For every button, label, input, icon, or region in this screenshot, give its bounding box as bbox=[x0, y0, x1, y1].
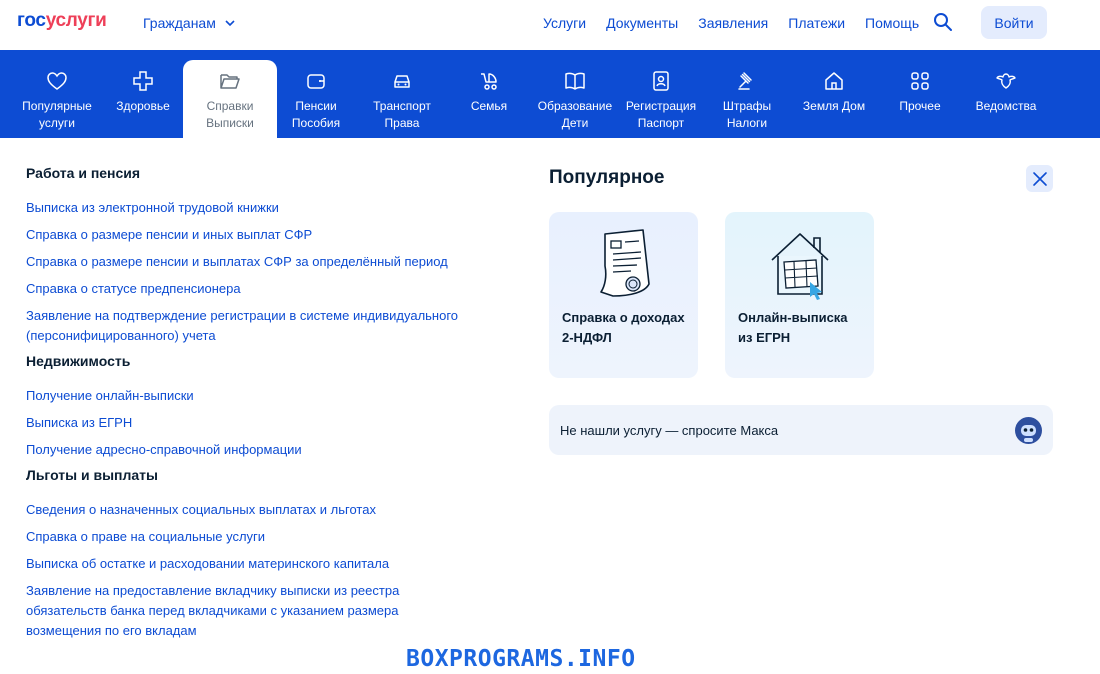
category-bar bbox=[0, 50, 1100, 138]
grid-icon bbox=[909, 70, 931, 92]
emblem-icon bbox=[995, 70, 1017, 92]
category-transport[interactable]: Транспорт Права bbox=[362, 50, 442, 138]
site-header bbox=[0, 0, 1100, 50]
service-link[interactable]: Справка о размере пенсии и иных выплат СФР bbox=[26, 227, 313, 242]
popular-title: Популярное bbox=[549, 167, 665, 188]
service-link[interactable]: Справка о статусе предпенсионера bbox=[26, 281, 241, 296]
ask-max-assistant[interactable] bbox=[549, 405, 1053, 455]
document-certificate-icon bbox=[591, 226, 657, 302]
car-icon bbox=[391, 70, 413, 92]
category-fines[interactable]: Штрафы Налоги bbox=[716, 50, 778, 138]
nav-documents[interactable]: Документы bbox=[606, 15, 679, 31]
passport-icon bbox=[650, 70, 672, 92]
heart-icon bbox=[46, 70, 68, 92]
house-icon bbox=[823, 70, 845, 92]
popular-card-egrn-extract[interactable] bbox=[725, 212, 874, 378]
popular-card-income-certificate[interactable] bbox=[549, 212, 698, 378]
category-land-house[interactable]: Земля Дом bbox=[798, 50, 870, 138]
category-popular[interactable]: Популярные услуги bbox=[16, 50, 98, 138]
section-title: Работа и пенсия bbox=[26, 165, 141, 181]
category-health[interactable]: Здоровье bbox=[110, 50, 176, 138]
card-label: Справка о доходах 2-НДФЛ bbox=[562, 310, 685, 345]
category-certificates[interactable]: Справки Выписки bbox=[183, 60, 277, 138]
category-other[interactable]: Прочее bbox=[890, 50, 950, 138]
card-label: Онлайн-выписка из ЕГРН bbox=[738, 310, 848, 345]
close-icon bbox=[1032, 171, 1048, 187]
top-navigation bbox=[543, 15, 939, 31]
section-title: Льготы и выплаты bbox=[26, 467, 158, 483]
service-link[interactable]: Справка о размере пенсии и выплатах СФР за определённый период bbox=[26, 254, 448, 269]
service-link[interactable]: Выписка из ЕГРН bbox=[26, 415, 133, 430]
service-link[interactable]: Заявление на подтверждение регистрации в системе индивидуального (персонифицированного) учета bbox=[26, 308, 459, 343]
search-icon[interactable] bbox=[933, 12, 953, 32]
audience-selector[interactable] bbox=[143, 15, 236, 31]
audience-label: Гражданам bbox=[143, 15, 216, 31]
category-family[interactable]: Семья bbox=[460, 50, 518, 138]
nav-services[interactable]: Услуги bbox=[543, 15, 587, 31]
section-benefits bbox=[26, 467, 506, 641]
service-link[interactable]: Выписка об остатке и расходовании материнского капитала bbox=[26, 556, 390, 571]
service-link[interactable]: Справка о праве на социальные услуги bbox=[26, 529, 266, 544]
service-link[interactable]: Выписка из электронной трудовой книжки bbox=[26, 200, 279, 215]
category-pensions[interactable]: Пенсии Пособия bbox=[284, 50, 348, 138]
service-link[interactable]: Получение адресно-справочной информации bbox=[26, 442, 302, 457]
close-button[interactable] bbox=[1026, 165, 1053, 192]
folder-icon bbox=[219, 70, 241, 92]
gosuslugi-logo[interactable]: госуслуги bbox=[17, 10, 107, 31]
chevron-down-icon bbox=[224, 17, 236, 29]
services-list bbox=[26, 165, 506, 648]
nav-help[interactable]: Помощь bbox=[865, 15, 920, 31]
gavel-icon bbox=[736, 70, 758, 92]
category-registration[interactable]: Регистрация Паспорт bbox=[624, 50, 698, 138]
service-link[interactable]: Получение онлайн-выписки bbox=[26, 388, 194, 403]
house-document-icon bbox=[764, 226, 836, 306]
book-icon bbox=[564, 70, 586, 92]
wallet-icon bbox=[305, 70, 327, 92]
service-link[interactable]: Сведения о назначенных социальных выплатах и льготах bbox=[26, 502, 376, 517]
ask-text: Не нашли услугу — спросите Макса bbox=[560, 422, 779, 438]
medical-cross-icon bbox=[132, 70, 154, 92]
login-button[interactable]: Войти bbox=[981, 6, 1047, 39]
section-title: Недвижимость bbox=[26, 353, 131, 369]
nav-payments[interactable]: Платежи bbox=[788, 15, 846, 31]
section-work-pension bbox=[26, 165, 506, 346]
watermark-text: BOXPROGRAMS.INFO bbox=[406, 646, 636, 672]
stroller-icon bbox=[478, 70, 500, 92]
robot-assistant-icon bbox=[1014, 416, 1043, 445]
category-education[interactable]: Образование Дети bbox=[535, 50, 615, 138]
nav-applications[interactable]: Заявления bbox=[698, 15, 769, 31]
service-link[interactable]: Заявление на предоставление вкладчику выписки из реестра обязательств банка перед вкладчиками с указанием размера возмещения по его вкладам bbox=[26, 583, 400, 638]
section-real-estate bbox=[26, 353, 506, 460]
category-agencies[interactable]: Ведомства bbox=[972, 50, 1040, 138]
